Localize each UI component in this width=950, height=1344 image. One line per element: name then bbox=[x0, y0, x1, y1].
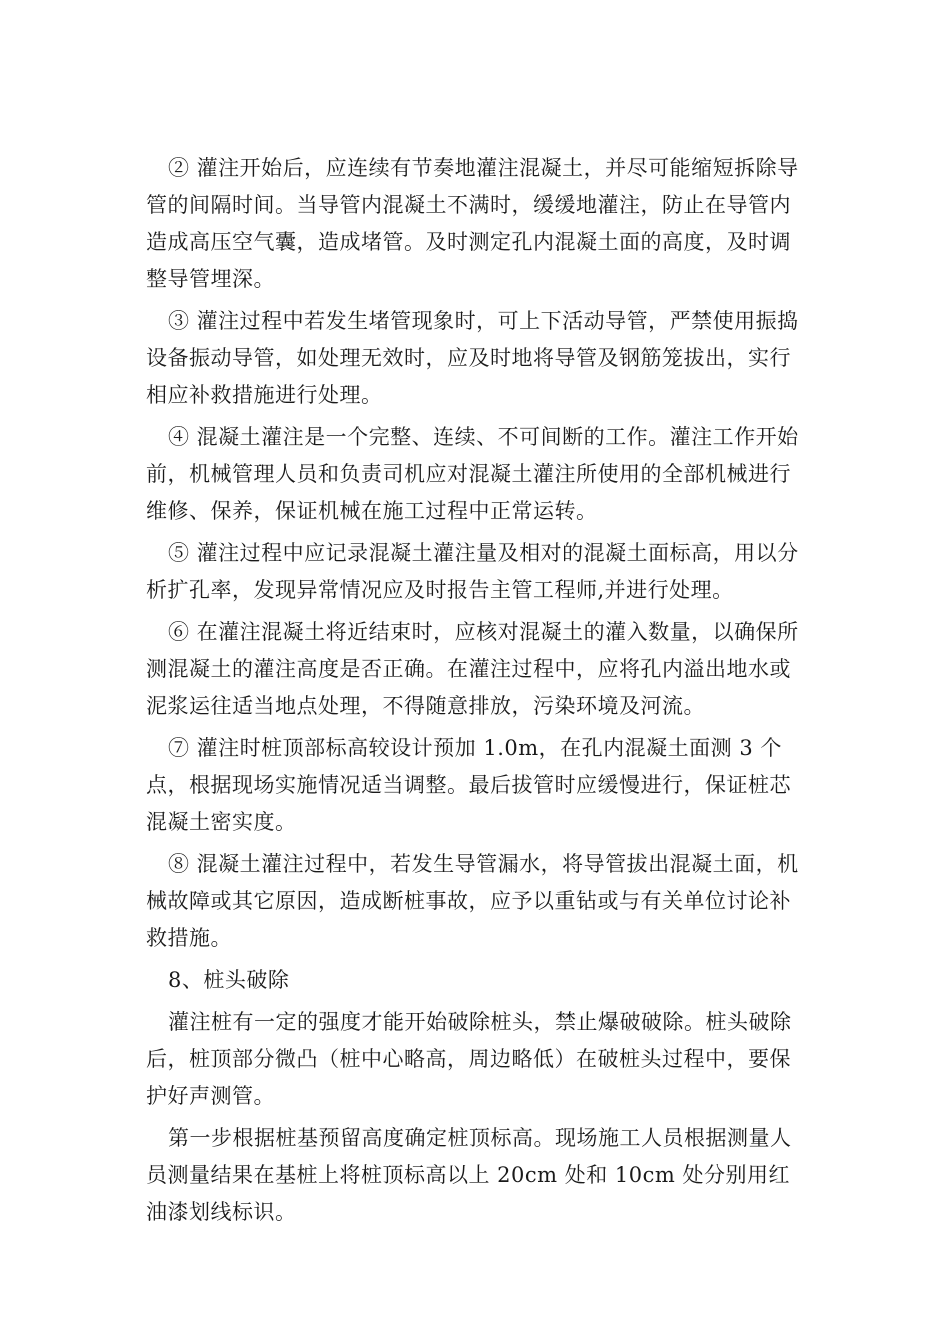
paragraph-step-2: ② 灌注开始后，应连续有节奏地灌注混凝土，并尽可能缩短拆除导管的间隔时间。当导管内混凝土不满时，缓缓地灌注，防止在导管内造成高压空气囊，造成堵管。及时测定孔内混凝土面的高度，及时调整导管埋深。 bbox=[146, 156, 799, 291]
paragraph-step-8: ⑧ 混凝土灌注过程中，若发生导管漏水，将导管拔出混凝土面，机械故障或其它原因，造成断桩事故，应予以重钻或与有关单位讨论补救措施。 bbox=[146, 852, 799, 950]
section-heading: 8、桩头破除 bbox=[168, 968, 290, 992]
paragraph-step-3: ③ 灌注过程中若发生堵管现象时，可上下活动导管，严禁使用振捣设备振动导管，如处理无效时，应及时地将导管及钢筋笼拔出，实行相应补救措施进行处理。 bbox=[146, 309, 799, 407]
document-body bbox=[146, 150, 806, 1236]
paragraph-step-6: ⑥ 在灌注混凝土将近结束时，应核对混凝土的灌入数量，以确保所测混凝土的灌注高度是否正确。在灌注过程中，应将孔内溢出地水或泥浆运往适当地点处理，不得随意排放，污染环境及河流。 bbox=[146, 620, 799, 718]
paragraph-step-7: ⑦ 灌注时桩顶部标高较设计预加 1.0m，在孔内混凝土面测 3 个点，根据现场实施情况适当调整。最后拔管时应缓慢进行，保证桩芯混凝土密实度。 bbox=[146, 736, 791, 834]
paragraph-pile-head-2: 第一步根据桩基预留高度确定桩顶标高。现场施工人员根据测量人员测量结果在基桩上将桩顶标高以上 20cm 处和 10cm 处分别用红油漆划线标识。 bbox=[146, 1126, 792, 1224]
paragraph-step-5: ⑤ 灌注过程中应记录混凝土灌注量及相对的混凝土面标高，用以分析扩孔率，发现异常情况应及时报告主管工程师,并进行处理。 bbox=[146, 541, 799, 602]
paragraph-pile-head-1: 灌注桩有一定的强度才能开始破除桩头，禁止爆破破除。桩头破除后，桩顶部分微凸（桩中心略高，周边略低）在破桩头过程中，要保护好声测管。 bbox=[146, 1010, 792, 1108]
paragraph-step-4: ④ 混凝土灌注是一个完整、连续、不可间断的工作。灌注工作开始前，机械管理人员和负责司机应对混凝土灌注所使用的全部机械进行维修、保养，保证机械在施工过程中正常运转。 bbox=[146, 425, 799, 523]
